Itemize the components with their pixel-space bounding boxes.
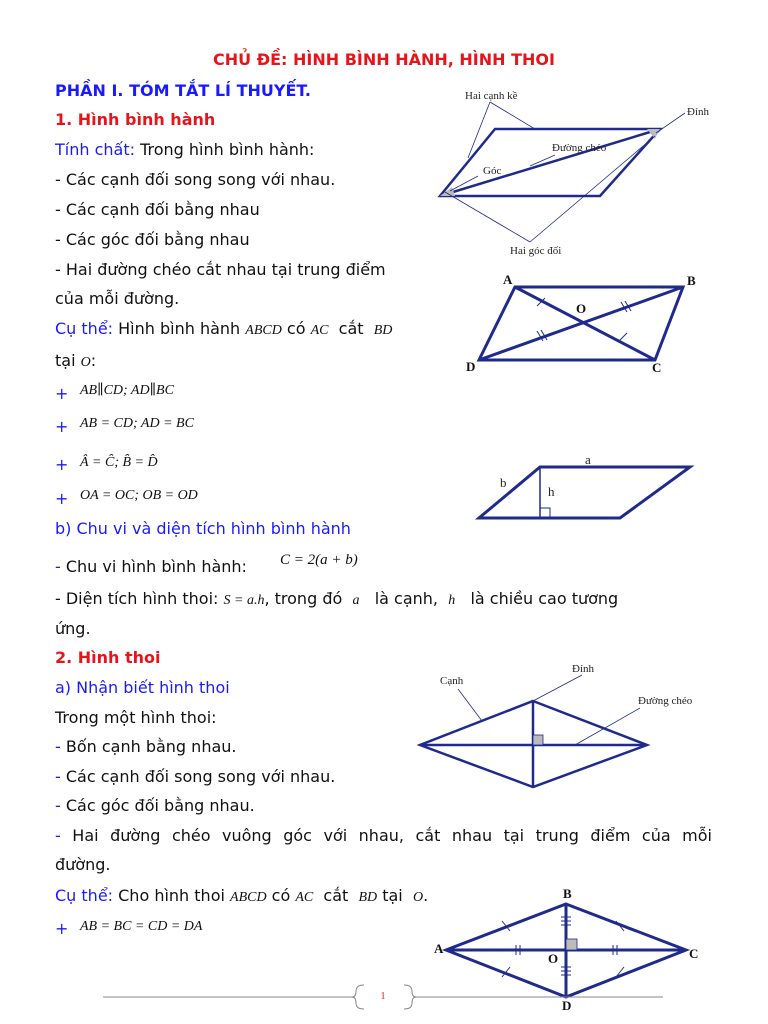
label-vertex: Đỉnh — [687, 106, 709, 118]
formula-rhombus-sides: AB = BC = CD = DA — [80, 919, 203, 934]
vertex-a: A — [503, 272, 513, 287]
vertex-b: B — [687, 273, 696, 288]
section2-heading: 2. Hình thoi — [55, 648, 161, 667]
formula-sides: AB = CD; AD = BC — [80, 416, 194, 431]
property-line — [55, 139, 314, 161]
property-text: Trong hình bình hành: — [135, 140, 315, 159]
label-side-a: a — [585, 452, 591, 467]
dash: - — [55, 796, 61, 815]
label-side-b: b — [500, 475, 507, 490]
vertex-d: D — [466, 359, 476, 374]
part-heading: PHẦN I. TÓM TẮT LÍ THUYẾT. — [55, 81, 311, 100]
label-adjacent-sides: Hai cạnh kề — [465, 90, 518, 102]
plus-bullet: + — [55, 417, 69, 436]
specific-text: cắt — [333, 319, 369, 338]
list-item — [55, 736, 236, 758]
math-o: O — [80, 355, 91, 370]
list-item: - Các cạnh đối song song với nhau. — [55, 170, 336, 189]
area-formula: S = a.h — [223, 593, 265, 608]
center-o: O — [548, 951, 559, 966]
list-item — [55, 825, 712, 847]
plus-bullet: + — [55, 455, 69, 474]
plus-bullet: + — [55, 919, 69, 938]
math-bd: BD — [373, 323, 393, 338]
specific-text: Hình bình hành — [113, 319, 246, 338]
dash: - — [55, 557, 61, 576]
subsection-a-heading: a) Nhận biết hình thoi — [55, 678, 230, 697]
specific-text: có — [266, 886, 296, 905]
list-item-text: Bốn cạnh bằng nhau. — [60, 737, 237, 756]
perimeter-formula: C = 2(a + b) — [280, 552, 358, 568]
math-ac: AC — [310, 323, 329, 338]
specific-text: : — [90, 351, 97, 370]
specific-line — [55, 318, 392, 342]
page-number: 1 — [380, 991, 386, 1002]
math-h: h — [448, 593, 456, 608]
perimeter-text: Chu vi hình bình hành: — [60, 557, 247, 576]
rhombus-intro: Trong một hình thoi: — [55, 708, 217, 727]
area-line — [55, 588, 618, 612]
math-o: O — [412, 890, 424, 905]
formula-diagonals: OA = OC; OB = OD — [80, 488, 198, 503]
label-height-h: h — [548, 484, 555, 499]
label-opposite-angles: Hai góc đối — [510, 245, 562, 257]
specific-text: tại — [377, 886, 408, 905]
formula-angles: Â = Ĉ; B̂ = D̂ — [80, 455, 158, 470]
perimeter-line — [55, 556, 247, 578]
list-item: - Hai đường chéo cắt nhau tại trung điểm — [55, 260, 386, 279]
label-vertex: Đỉnh — [572, 663, 594, 675]
section1-heading: 1. Hình bình hành — [55, 110, 216, 129]
plus-bullet: + — [55, 384, 69, 403]
math-ac: AC — [295, 890, 314, 905]
list-item-text: Các góc đối bằng nhau. — [60, 796, 255, 815]
area-text: là cạnh, — [369, 589, 444, 608]
specific-text: tại — [55, 351, 81, 370]
list-item: - Các cạnh đối bằng nhau — [55, 200, 260, 219]
specific-line-2 — [55, 350, 96, 374]
math-abcd: ABCD — [230, 890, 267, 905]
math-bd: BD — [358, 890, 378, 905]
dash: - — [55, 737, 61, 756]
area-text: - Diện tích hình thoi: — [55, 589, 224, 608]
vertex-c: C — [652, 360, 662, 375]
vertex-c: C — [689, 946, 699, 961]
list-item: của mỗi đường. — [55, 289, 180, 308]
page-title: CHỦ ĐỀ: HÌNH BÌNH HÀNH, HÌNH THOI — [213, 50, 555, 69]
property-label: Tính chất: — [55, 140, 135, 159]
label-diagonal: Đường chéo — [638, 695, 693, 707]
plus-bullet: + — [55, 489, 69, 508]
list-item-cont: đường. — [55, 855, 111, 874]
vertex-a: A — [434, 941, 444, 956]
dash: - — [55, 767, 61, 786]
math-a: a — [352, 593, 360, 608]
area-text: , trong đó — [264, 589, 348, 608]
specific-label: Cụ thể: — [55, 319, 114, 338]
dash: - — [55, 826, 61, 845]
list-item: - Các góc đối bằng nhau — [55, 230, 250, 249]
vertex-d: D — [562, 998, 572, 1013]
list-item — [55, 766, 335, 788]
formula-parallel: AB∥CD; AD∥BC — [80, 383, 174, 398]
specific-line — [55, 885, 428, 909]
list-item-text: Các cạnh đối song song với nhau. — [60, 767, 336, 786]
label-side: Cạnh — [440, 675, 464, 687]
label-diagonal: Đường chéo — [552, 142, 607, 154]
vertex-b: B — [563, 886, 572, 901]
center-o: O — [576, 301, 587, 316]
list-item-text: Hai đường chéo vuông góc với nhau, cắt nhau tại trung điểm của mỗi — [60, 826, 712, 845]
subsection-b-heading: b) Chu vi và diện tích hình bình hành — [55, 519, 351, 538]
math-abcd: ABCD — [245, 323, 282, 338]
area-line-2: ứng. — [55, 619, 91, 638]
specific-text: có — [281, 319, 311, 338]
area-text: là chiều cao tương — [465, 589, 619, 608]
specific-text: . — [423, 886, 429, 905]
list-item — [55, 795, 255, 817]
specific-text: Cho hình thoi — [113, 886, 231, 905]
label-angle: Góc — [483, 165, 502, 177]
specific-label: Cụ thể: — [55, 886, 114, 905]
specific-text: cắt — [318, 886, 354, 905]
